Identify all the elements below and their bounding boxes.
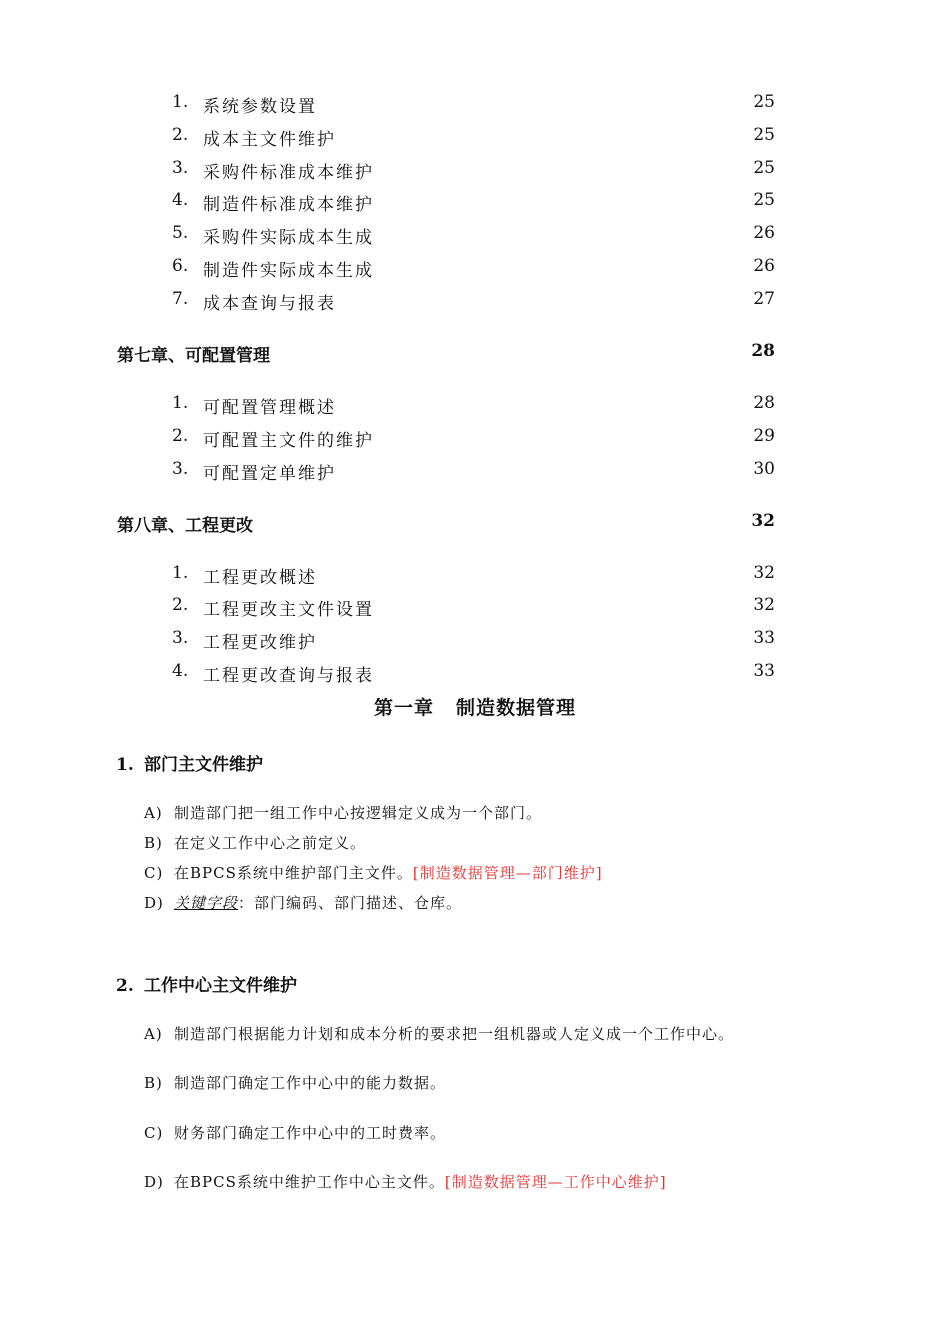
toc-item[interactable] <box>0 426 950 450</box>
toc-item-number: 4. <box>172 190 189 210</box>
toc-item-page: 26 <box>753 223 775 243</box>
list-item <box>144 832 366 853</box>
section-heading <box>116 971 297 996</box>
toc-item-page: 29 <box>753 426 775 446</box>
list-item-label: B) <box>144 1074 163 1092</box>
toc-item-page: 28 <box>753 393 775 413</box>
list-item <box>144 892 462 913</box>
toc-item-title: 工程更改维护 <box>203 633 317 653</box>
toc-item-title: 制造件实际成本生成 <box>203 261 374 281</box>
toc-chapter-title: 第七章、可配置管理 <box>117 346 270 366</box>
list-item-label: C) <box>144 1124 164 1142</box>
toc-item[interactable] <box>0 125 950 149</box>
chapter-heading <box>0 693 950 720</box>
toc-chapter-page: 28 <box>751 341 775 361</box>
toc-item-number: 2. <box>172 595 189 615</box>
toc-item-title: 可配置定单维护 <box>203 464 336 484</box>
list-item-text: 在BPCS系统中维护工作中心主文件。 <box>174 1173 445 1191</box>
toc-item-title: 系统参数设置 <box>203 97 317 117</box>
toc-item-title: 制造件标准成本维护 <box>203 195 374 215</box>
list-item-text: ：部门编码、部门描述、仓库。 <box>238 894 463 912</box>
toc-item-number: 2. <box>172 125 189 145</box>
toc-item-title: 可配置主文件的维护 <box>203 431 374 451</box>
toc-item[interactable] <box>0 92 950 116</box>
toc-chapter-page: 32 <box>751 511 775 531</box>
section-number: 1. <box>116 755 134 775</box>
list-item-text: 在定义工作中心之前定义。 <box>174 834 367 852</box>
toc-item-title: 成本主文件维护 <box>203 130 336 150</box>
toc-item-title: 采购件实际成本生成 <box>203 228 374 248</box>
toc-item[interactable] <box>0 256 950 280</box>
toc-item-title: 工程更改查询与报表 <box>203 666 374 686</box>
list-item <box>144 802 542 823</box>
toc-item-number: 7. <box>172 289 189 309</box>
toc-item-page: 32 <box>753 563 775 583</box>
toc-item-number: 5. <box>172 223 189 243</box>
toc-item[interactable] <box>0 595 950 619</box>
list-item-label: C) <box>144 864 164 882</box>
list-item-label: A) <box>144 804 163 822</box>
menu-path-reference: [制造数据管理—部门维护] <box>412 864 603 882</box>
toc-item[interactable] <box>0 190 950 214</box>
toc-item-page: 32 <box>753 595 775 615</box>
toc-item-number: 3. <box>172 459 189 479</box>
toc-item-number: 1. <box>172 92 189 112</box>
toc-item-title: 可配置管理概述 <box>203 398 336 418</box>
section-title: 工作中心主文件维护 <box>144 976 297 996</box>
toc-item-number: 3. <box>172 158 189 178</box>
list-item <box>144 862 603 883</box>
chapter-number: 第一章 <box>373 697 434 719</box>
list-item-text: 财务部门确定工作中心中的工时费率。 <box>174 1124 447 1142</box>
toc-item[interactable] <box>0 289 950 313</box>
list-item <box>144 1023 734 1044</box>
list-item-label: B) <box>144 834 163 852</box>
toc-item-number: 1. <box>172 563 189 583</box>
toc-item-page: 25 <box>753 92 775 112</box>
list-item <box>144 1122 446 1143</box>
toc-item[interactable] <box>0 393 950 417</box>
key-fields-label: 关键字段 <box>174 894 239 912</box>
toc-item-page: 25 <box>753 158 775 178</box>
toc-item-number: 4. <box>172 661 189 681</box>
list-item-text: 制造部门确定工作中心中的能力数据。 <box>174 1074 447 1092</box>
list-item-text: 在BPCS系统中维护部门主文件。 <box>174 864 413 882</box>
toc-item[interactable] <box>0 158 950 182</box>
toc-item[interactable] <box>0 628 950 652</box>
toc-chapter[interactable] <box>0 341 950 365</box>
toc-item[interactable] <box>0 563 950 587</box>
toc-item-title: 成本查询与报表 <box>203 294 336 314</box>
toc-item[interactable] <box>0 459 950 483</box>
toc-item-title: 工程更改概述 <box>203 568 317 588</box>
list-item <box>144 1072 446 1093</box>
toc-item-number: 6. <box>172 256 189 276</box>
list-item-label: D) <box>144 1173 164 1191</box>
list-item-label: A) <box>144 1025 163 1043</box>
toc-item-number: 3. <box>172 628 189 648</box>
list-item <box>144 1171 667 1192</box>
toc-item-page: 30 <box>753 459 775 479</box>
menu-path-reference: [制造数据管理—工作中心维护] <box>444 1173 667 1191</box>
list-item-text: 制造部门把一组工作中心按逻辑定义成为一个部门。 <box>174 804 543 822</box>
toc-chapter[interactable] <box>0 511 950 535</box>
section-number: 2. <box>116 976 134 996</box>
toc-item-page: 26 <box>753 256 775 276</box>
toc-item[interactable] <box>0 661 950 685</box>
toc-item-page: 25 <box>753 125 775 145</box>
toc-item-number: 2. <box>172 426 189 446</box>
toc-item-title: 采购件标准成本维护 <box>203 163 374 183</box>
chapter-title: 制造数据管理 <box>456 697 577 719</box>
toc-item[interactable] <box>0 223 950 247</box>
section-heading <box>116 750 263 775</box>
toc-item-page: 25 <box>753 190 775 210</box>
toc-item-title: 工程更改主文件设置 <box>203 600 374 620</box>
section-title: 部门主文件维护 <box>144 755 263 775</box>
toc-item-page: 27 <box>753 289 775 309</box>
toc-item-page: 33 <box>753 661 775 681</box>
toc-item-page: 33 <box>753 628 775 648</box>
list-item-label: D) <box>144 894 164 912</box>
toc-chapter-title: 第八章、工程更改 <box>117 516 253 536</box>
list-item-text: 制造部门根据能力计划和成本分析的要求把一组机器或人定义成一个工作中心。 <box>174 1025 735 1043</box>
toc-item-number: 1. <box>172 393 189 413</box>
